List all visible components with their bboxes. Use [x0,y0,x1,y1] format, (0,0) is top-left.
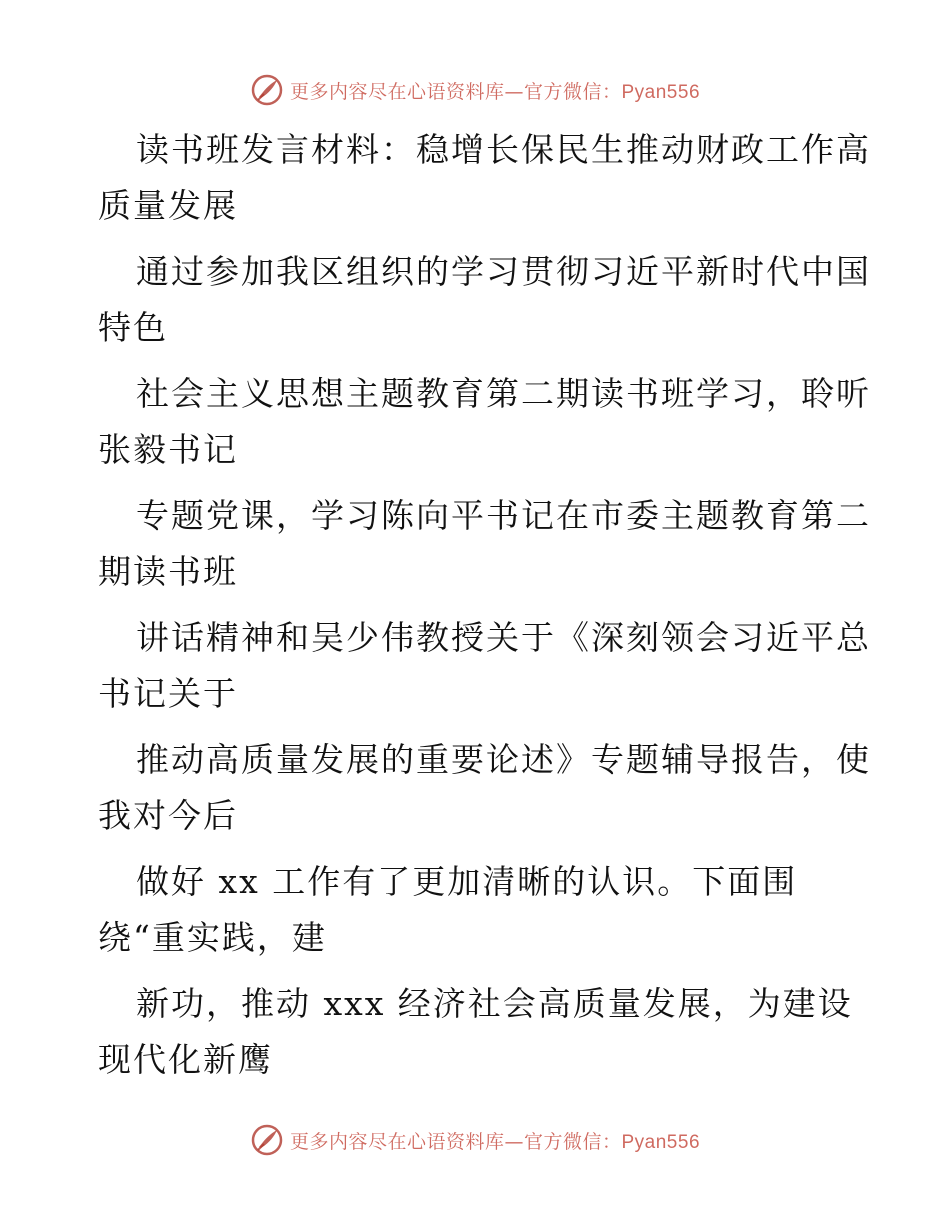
paragraph-line: 质量发展 [98,186,238,225]
watermark-text [290,1127,700,1154]
watermark-dash: — [504,80,524,103]
header-watermark [0,70,950,110]
paragraph-line: 新功，推动 xxx 经济社会高质量发展，为建设 [136,984,853,1023]
quill-logo-icon [250,1123,284,1157]
paragraph-line: 特色 [98,308,168,347]
paragraph-3 [98,366,871,478]
watermark-label: 官方微信： [523,80,622,103]
paragraph-line: 做好 xx 工作有了更加清晰的认识。下面围 [136,862,798,901]
watermark-id: Pyan556 [621,81,701,103]
watermark-label: 官方微信： [523,1130,622,1153]
quill-logo-icon [250,73,284,107]
paragraph-4 [98,488,871,600]
paragraph-6 [98,732,871,844]
watermark-id: Pyan556 [621,1131,701,1153]
paragraph-line: 书记关于 [98,674,238,713]
watermark-brand: 更多内容尽在心语资料库 [289,80,505,103]
paragraph-7 [98,854,858,966]
paragraph-line: 读书班发言材料：稳增长保民生推动财政工作高 [136,130,871,169]
paragraph-line: 社会主义思想主题教育第二期读书班学习，聆听 [136,374,871,413]
paragraph-5 [98,610,871,722]
paragraph-line: 讲话精神和吴少伟教授关于《深刻领会习近平总 [136,618,871,657]
watermark-dash: — [504,1130,524,1153]
paragraph-line: 通过参加我区组织的学习贯彻习近平新时代中国 [136,252,871,291]
paragraph-line: 绕“重实践，建 [98,918,327,957]
paragraph-line: 现代化新鹰 [98,1040,273,1079]
paragraph-8 [98,976,858,1088]
watermark-brand: 更多内容尽在心语资料库 [289,1130,505,1153]
paragraph-2 [98,244,871,356]
paragraph-line: 张毅书记 [98,430,238,469]
paragraph-line: 期读书班 [98,552,238,591]
watermark-text [290,77,700,104]
paragraph-line: 推动高质量发展的重要论述》专题辅导报告，使 [136,740,871,779]
paragraph-1 [98,122,871,234]
paragraph-line: 专题党课，学习陈向平书记在市委主题教育第二 [136,496,871,535]
document-body [98,122,871,1098]
paragraph-line: 我对今后 [98,796,238,835]
footer-watermark [0,1120,950,1160]
